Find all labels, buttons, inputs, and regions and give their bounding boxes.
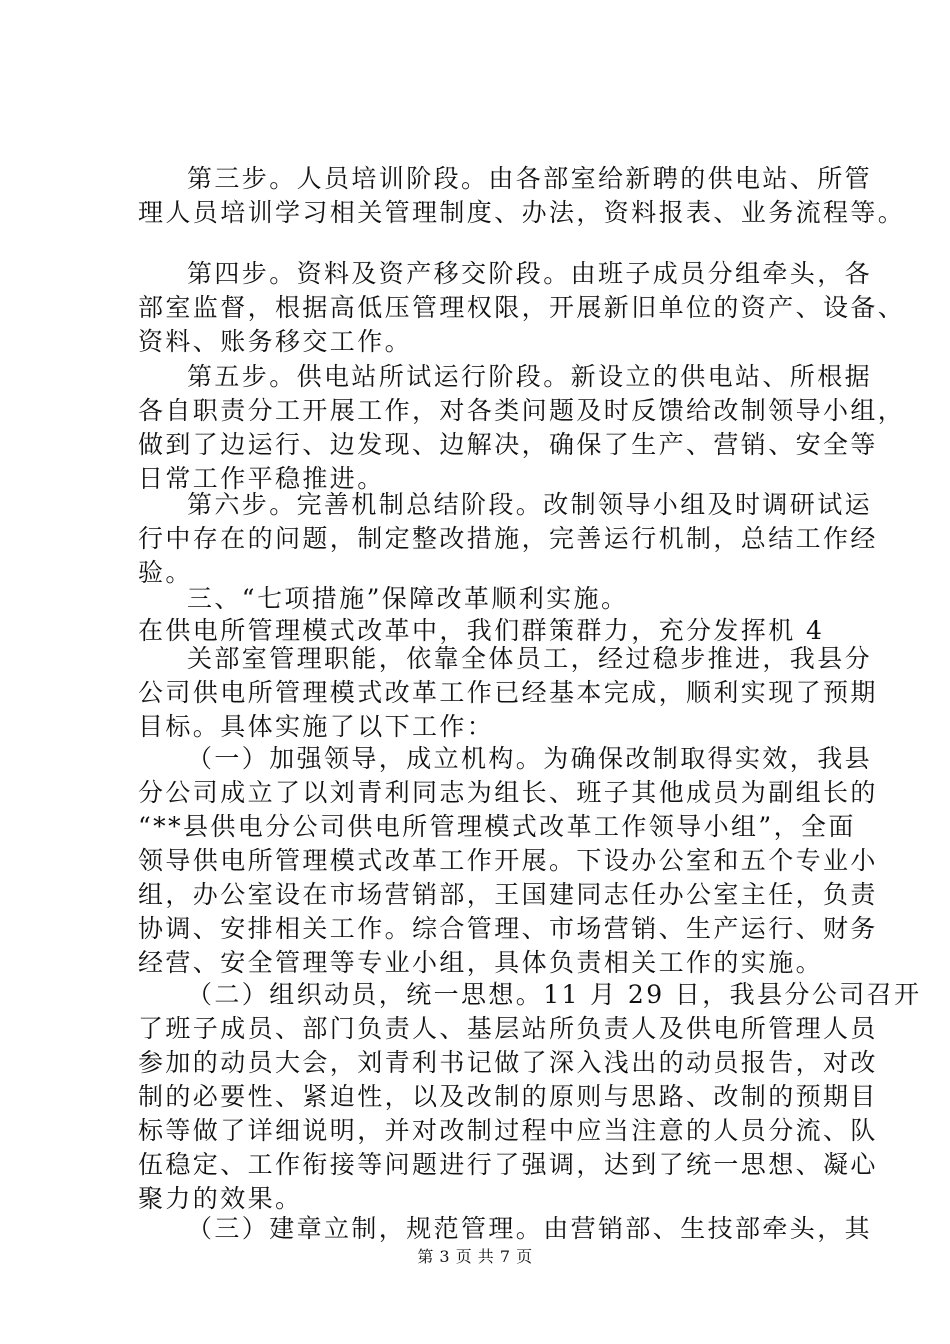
text-line: 第五步。供电站所试运行阶段。新设立的供电站、所根据 xyxy=(187,362,873,391)
text-line: 公司供电所管理模式改革工作已经基本完成，顺利实现了预期 xyxy=(138,678,878,707)
text-line: 标等做了详细说明，并对改制过程中应当注意的人员分流、队 xyxy=(138,1116,878,1145)
text-line: （二）组织动员，统一思想。11 月 29 日，我县分公司召开 xyxy=(187,980,922,1009)
text-line: （三）建章立制，规范管理。由营销部、生技部牵头，其 xyxy=(187,1214,873,1243)
text-line: 在供电所管理模式改革中，我们群策群力，充分发挥机 4 xyxy=(138,616,825,645)
text-line: 行中存在的问题，制定整改措施，完善运行机制，总结工作经 xyxy=(138,524,878,553)
text-line: （一）加强领导，成立机构。为确保改制取得实效，我县 xyxy=(187,744,873,773)
text-line: 参加的动员大会，刘青利书记做了深入浅出的动员报告，对改 xyxy=(138,1048,878,1077)
text-line: “**县供电分公司供电所管理模式改革工作领导小组”，全面 xyxy=(138,812,856,841)
text-line: 三、“七项措施”保障改革顺利实施。 xyxy=(187,584,629,613)
text-line: 部室监督，根据高低压管理权限，开展新旧单位的资产、设备、 xyxy=(138,293,906,322)
text-line: 协调、安排相关工作。综合管理、市场营销、生产运行、财务 xyxy=(138,914,878,943)
text-line: 经营、安全管理等专业小组，具体负责相关工作的实施。 xyxy=(138,948,824,977)
text-line: 第四步。资料及资产移交阶段。由班子成员分组牵头，各 xyxy=(187,259,873,288)
text-line: 目标。具体实施了以下工作： xyxy=(138,712,495,741)
page-footer: 第 3 页 共 7 页 xyxy=(417,1247,533,1266)
text-line: 分公司成立了以刘青利同志为组长、班子其他成员为副组长的 xyxy=(138,778,878,807)
text-line: 第三步。人员培训阶段。由各部室给新聘的供电站、所管 xyxy=(187,164,873,193)
text-line: 第六步。完善机制总结阶段。改制领导小组及时调研试运 xyxy=(187,490,873,519)
text-line: 组，办公室设在市场营销部，王国建同志任办公室主任，负责 xyxy=(138,880,878,909)
text-line: 伍稳定、工作衔接等问题进行了强调，达到了统一思想、凝心 xyxy=(138,1150,878,1179)
text-line: 关部室管理职能，依靠全体员工，经过稳步推进，我县分 xyxy=(187,644,873,673)
text-line: 了班子成员、部门负责人、基层站所负责人及供电所管理人员 xyxy=(138,1014,878,1043)
text-line: 聚力的效果。 xyxy=(138,1184,303,1213)
text-line: 各自职责分工开展工作，对各类问题及时反馈给改制领导小组， xyxy=(138,396,906,425)
text-line: 验。 xyxy=(138,558,193,587)
text-line: 制的必要性、紧迫性，以及改制的原则与思路、改制的预期目 xyxy=(138,1082,878,1111)
text-line: 日常工作平稳推进。 xyxy=(138,464,385,493)
text-line: 理人员培训学习相关管理制度、办法，资料报表、业务流程等。 xyxy=(138,198,906,227)
text-line: 资料、账务移交工作。 xyxy=(138,327,413,356)
text-line: 领导供电所管理模式改革工作开展。下设办公室和五个专业小 xyxy=(138,846,878,875)
text-line: 做到了边运行、边发现、边解决，确保了生产、营销、安全等 xyxy=(138,430,878,459)
